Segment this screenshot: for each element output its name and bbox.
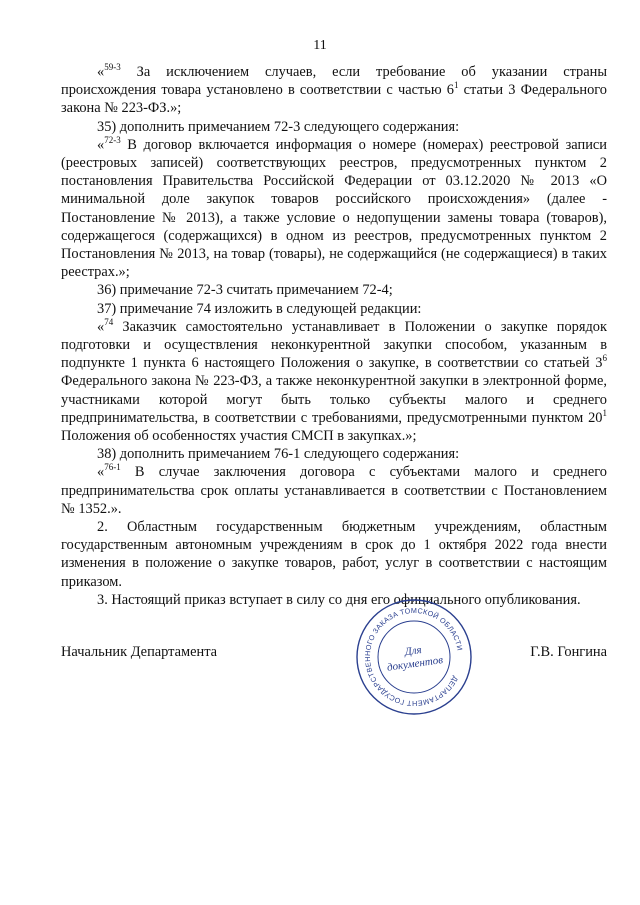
paragraph-order-3: 3. Настоящий приказ вступает в силу со дня его официального опубликования. [97, 591, 581, 608]
paragraph-note-76-1: «$^{76-1}$ В случае заключения договора с субъектами малого и среднего предпринимательства срок оплаты устанавливается в соответствии с Постановлением № 1352.». [61, 462, 607, 517]
stamp-center-line1: Для [403, 643, 423, 659]
page-number: 11 [313, 38, 327, 53]
paragraph-item-38: 38) дополнить примечанием 76-1 следующего содержания: [97, 446, 460, 463]
paragraph-item-37: 37) примечание 74 изложить в следующей редакции: [97, 300, 422, 317]
stamp-ring-text: ДЕПАРТАМЕНТ ГОСУДАРСТВЕННОГО ЗАКАЗА ТОМСКОЙ ОБЛАСТИ [362, 605, 465, 709]
paragraph-item-35: 35) дополнить примечанием 72-3 следующего содержания: [97, 118, 460, 135]
document-body [61, 63, 607, 609]
signatory-title: Начальник Департамента [61, 644, 218, 660]
paragraph-note-59-3: «$^{59-3}$ За исключением случаев, если требование об указании страны происхождения товара установлено в соответствии с частью $6^1$ статьи 3 Федерального закона № 223-ФЗ.»; [61, 62, 608, 117]
paragraph-note-72-3: «$^{72-3}$ В договор включается информация о номере (номерах) реестровой записи (реестровых записей) соответствующих реестров, предусмотренных пунктом 2 постановления Правительства Российской Федерации от 03.12.2020 № 2013 «О минимальной доле закупок товаров российского происхождения» (далее - Постановление № 2013), а также условие о недопущении замены товара (товаров), содержащегося (содержащихся) в одном из реестров, предусмотренных пунктом 2 Постановления № 2013, на товар (товары), не содержащийся (не содержащиеся) в таких реестрах.»; [61, 135, 607, 281]
paragraph-order-2: 2. Областным государственным бюджетным учреждениям, областным государственным автономным учреждениям в срок до 1 октября 2022 года внести изменения в положение о закупке товаров, работ, услуг в соответствии с настоящим приказом. [61, 519, 607, 590]
paragraph-item-36: 36) примечание 72-3 считать примечанием 72-4; [97, 282, 393, 299]
stamp-outer-ring [357, 600, 471, 714]
signatory-name: Г.В. Гонгина [530, 644, 607, 660]
official-stamp [355, 598, 473, 716]
paragraph-note-74: «$^{74}$ Заказчик самостоятельно устанавливает в Положении о закупке порядок подготовки и осуществления неконкурентной закупки способом, указанным в подпункте 1 пункта 6 настоящего Положения о закупке, в соответствии со статьей $3^6$ Федерального закона № 223-ФЗ, а также неконкурентной закупки в электронной форме, участниками которой могут быть только субъекты малого и среднего предпринимательства, в соответствии с требованиями, предусмотренными пунктом $20^1$ Положения об особенностях участия СМСП в закупках.»; [61, 317, 607, 445]
stamp-center-line2: документов [386, 654, 444, 674]
